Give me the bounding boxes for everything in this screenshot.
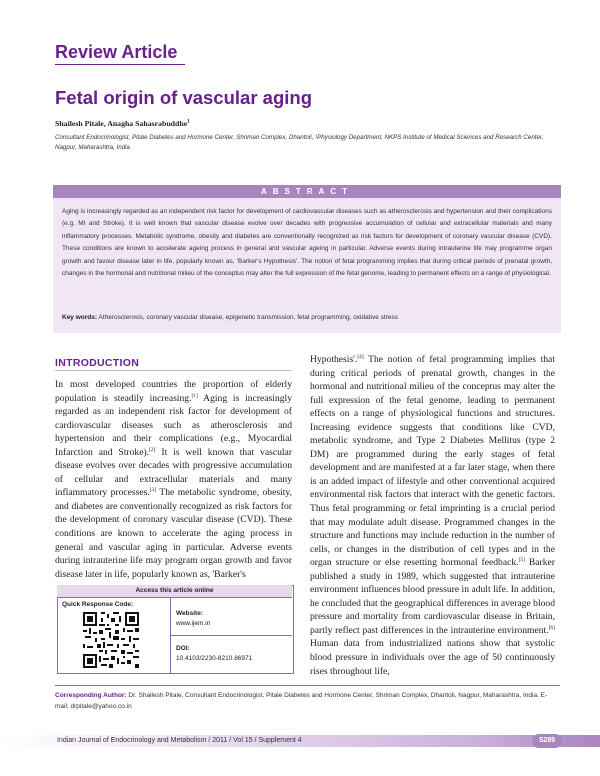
website-label: Website: bbox=[176, 610, 203, 617]
col1-text-4: The metabolic syndrome, obesity, and diabetes are conventionally recognized as risk factors for the development of coronary vascular disease (CVD). These conditions are known to accelerate the aging process in general and vascular aging in particular. Adverse events during intrauterine life may program organ growth and favor disease later in life, popularly known as, 'Barker's bbox=[55, 487, 292, 580]
access-horizontal-rule bbox=[171, 635, 292, 636]
doi-label: DOI: bbox=[176, 645, 190, 652]
col1-text-1: In most developed countries the proportion of elderly population is steadily increasing. bbox=[55, 379, 292, 404]
ref-link[interactable]: [4] bbox=[357, 353, 364, 360]
col2-text-2: The notion of fetal programming implies that during critical periods of prenatal growth, changes in the hormonal and nutritional milieu of the conceptus may alter the full expression of the fetal genome, leading to permanent effects on a range of physiological functions and structures. Increasing evidence suggests that conditions like CVD, metabolic syndrome, and Type 2 Diabetes Mellitus (type 2 DM) are programmed during the early stages of fetal development and are manifested at a far later stage, when there is an added impact of lifestyle and other conventional acquired environmental risk factors that interact with the genetic factors. Thus fetal programming or fetal imprinting is a crucial period that may modulate adult disease. Programmed changes in the structure and functions may include reduction in the number of cells, or changes in the distribution of cell types and in the organ structure or else resetting hormonal feedback. bbox=[310, 354, 555, 569]
ref-link[interactable]: [5] bbox=[518, 557, 525, 564]
article-type-label: Review Article bbox=[55, 42, 178, 62]
article-type-underline bbox=[55, 64, 185, 65]
correspondence-rule bbox=[55, 685, 560, 686]
authors bbox=[55, 119, 190, 128]
correspondence bbox=[55, 691, 560, 712]
authors-sup: 1 bbox=[187, 118, 190, 125]
qr-code-icon[interactable] bbox=[83, 612, 139, 668]
correspondence-label: Corresponding Author: bbox=[55, 692, 127, 699]
page-number-badge: S289 bbox=[532, 734, 562, 748]
col2-text-3: Barker published a study in 1989, which suggested that intrauterine environment influences blood pressure in adult life. In addition, he concluded that the geographical differences in average blood pressure and mortality from cardiovascular disease in Britain, partly reflect past differences in the intrauterine environment. bbox=[310, 557, 555, 636]
col1-text-2: Aging is increasingly regarded as an independent risk factor for development of cardiovascular diseases such as atherosclerosis and hypertension and their complications (e.g., Myocardial Infarction and Stroke). bbox=[55, 392, 292, 458]
keywords-list: Atherosclerosis, coronary vascular disease, epigenetic transmission, fetal programming, oxidative stress bbox=[98, 314, 398, 321]
introduction-rule bbox=[55, 370, 292, 371]
col2-text-4: Human data from industrialized nations show that systolic blood pressure in individuals over the age of 50 continuously rises throughout life, bbox=[310, 638, 555, 677]
keywords-label: Key words: bbox=[62, 314, 98, 321]
abstract-heading: ABSTRACT bbox=[261, 187, 353, 196]
body-column-left bbox=[55, 378, 292, 581]
article-title: Fetal origin of vascular aging bbox=[55, 87, 312, 108]
ref-link[interactable]: [1] bbox=[191, 392, 198, 399]
footer-journal: Indian Journal of Endocrinology and Metabolism / 2011 / Vol 15 / Supplement 4 bbox=[57, 737, 302, 744]
authors-names: Shailesh Pitale, Anagha Sahasrabuddhe bbox=[55, 119, 188, 128]
ref-link[interactable]: [2] bbox=[149, 446, 156, 453]
qr-code-label: Quick Response Code: bbox=[62, 601, 134, 608]
website-link[interactable]: www.ijem.in bbox=[176, 620, 211, 627]
ref-link[interactable]: [3] bbox=[149, 487, 157, 494]
introduction-heading: INTRODUCTION bbox=[55, 357, 140, 369]
col2-text-1: Hypothesis'. bbox=[310, 354, 358, 365]
col1-text-3: It is well known that vascular disease evolves over decades with progressive accumulation of cellular and extracellular materials and many inflammatory processes. bbox=[55, 446, 292, 499]
ref-link[interactable]: [6] bbox=[548, 624, 555, 631]
keywords bbox=[62, 314, 552, 321]
doi-link[interactable]: 10.4103/2230-8210.86971 bbox=[176, 655, 253, 662]
abstract-text: Aging is increasingly regarded as an independent risk factor for development of cardiovascular diseases such as atherosclerosis and hypertension and their complications (e.g. MI and Stroke). It is well known that vascular disease evolve over decades with progressive accumulation of cellular and extracellular materials and many inflammatory processes. Metabolic syndrome, obesity and diabetes are conventionally recognized as risk factors for development of coronary vascular disease (CVD). These conditions are known to accelerate ageing process in general and vascular ageing in particular. Adverse events during intrauterine life may programme organ growth and favour disease later in life, popularly known as, 'Barker's Hypothesis'. The notion of fetal programming implies that during critical periods of prenatal growth, changes in the hormonal and nutritional milieu of the conceptus may alter the full expression of the fetal genome, leading to permanent effects on a range of physiological. bbox=[62, 208, 552, 278]
body-column-right bbox=[310, 353, 555, 678]
access-online-heading: Access this article online bbox=[57, 585, 292, 598]
correspondence-text: Dr. Shailesh Pitale, Consultant Endocrinologist, Pitale Diabetes and Hormone Center, Shriman Complex, Dhantoli, Nagpur, Maharashtra, India. E-mail: drpitale@yahoo.co.in bbox=[55, 692, 548, 710]
affiliation: Consultant Endocrinologist, Pitale Diabetes and Hormone Center, Shriman Complex, Dhantoli, ¹Physiology Department, NKPS Institute of Medical Sciences and Research Center, Nagpur, Maharashtra, India bbox=[55, 134, 544, 151]
